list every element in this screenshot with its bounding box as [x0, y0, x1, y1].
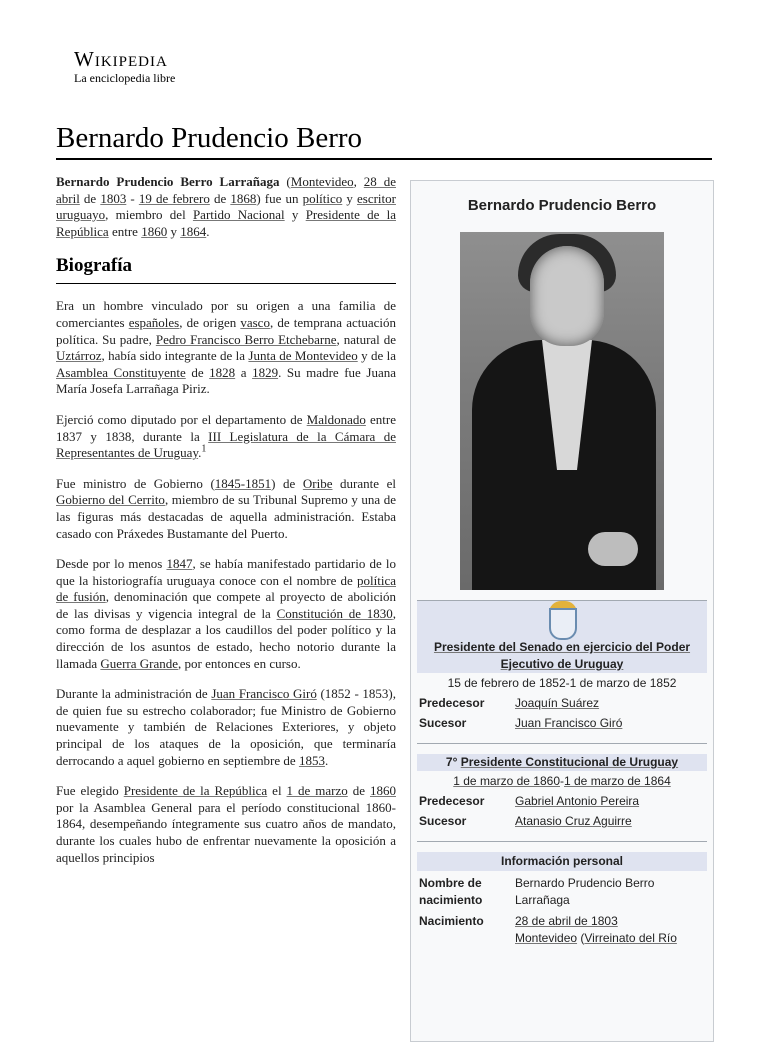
- successor-label: Sucesor: [419, 814, 467, 828]
- divider: [417, 841, 707, 842]
- text: , miembro del: [105, 207, 193, 223]
- link-montevideo[interactable]: Montevideo: [290, 174, 354, 189]
- text: a: [235, 364, 253, 380]
- reference-link[interactable]: 1: [201, 443, 207, 455]
- birth-name-value: Bernardo Prudencio Berro Larrañaga: [515, 876, 655, 907]
- birth-name-row: [417, 875, 707, 909]
- successor-link[interactable]: Juan Francisco Giró: [515, 716, 623, 730]
- text: el: [267, 783, 287, 799]
- link-year[interactable]: 1828: [209, 364, 236, 380]
- link-politica-fusion[interactable]: política de fusión: [56, 572, 396, 605]
- office2-start[interactable]: 1 de marzo de 1860: [453, 774, 560, 788]
- paragraph: [56, 556, 396, 672]
- link-escritor[interactable]: escritor: [356, 190, 396, 206]
- successor-label: Sucesor: [419, 716, 467, 730]
- predecessor-link[interactable]: Gabriel Antonio Pereira: [515, 794, 640, 808]
- text: , de temprana actuación política. Su padre,: [56, 314, 397, 347]
- paragraph: [56, 783, 396, 866]
- link-date[interactable]: 1 de marzo: [286, 783, 348, 799]
- link-partido-nacional[interactable]: Partido Nacional: [192, 207, 285, 223]
- photo-figure-head: [530, 246, 604, 346]
- birth-row: [417, 913, 707, 947]
- text: . Su madre fue Juana María Josefa Larrañaga Piriz.: [56, 364, 396, 397]
- text: , natural de: [336, 331, 396, 347]
- logo-wordmark: Wikipedia: [74, 47, 168, 71]
- link-date[interactable]: 19 de febrero: [138, 190, 210, 206]
- text: Fue ministro de Gobierno (: [56, 475, 215, 491]
- text: .: [324, 752, 329, 768]
- birth-name-label: Nombre de nacimiento: [419, 876, 483, 907]
- link-maldonado[interactable]: Maldonado: [306, 411, 366, 427]
- office1-title[interactable]: Presidente del Senado en ejercicio del Poder Ejecutivo de Uruguay: [433, 640, 691, 671]
- link-year[interactable]: 1868: [230, 190, 257, 206]
- text: (1852 - 1853), de quien fue su estrecho colaborador; fue Ministro de Gobierno nuevamente y también de Relaciones Exteriores, y objeto principal de los ataques de la oposición, que terminaría derrocando a aquel gobierno en septiembre de: [56, 686, 396, 768]
- text: , se había manifestado partidario de lo que la historiografía uruguaya conoce con el nombre de: [56, 556, 396, 588]
- office1-predecessor-row: [417, 693, 707, 713]
- shield-icon: [549, 608, 577, 640]
- text: y: [284, 207, 306, 223]
- wikipedia-logo[interactable]: [74, 48, 175, 85]
- link-year[interactable]: 1853: [298, 752, 325, 768]
- text: Durante la administración de: [56, 686, 212, 702]
- link-legislatura[interactable]: III Legislatura de la Cámara de Representantes de Uruguay: [56, 428, 396, 461]
- link-espanoles[interactable]: españoles: [128, 314, 180, 330]
- link-year[interactable]: 1860: [369, 783, 396, 799]
- link-oribe[interactable]: Oribe: [302, 475, 333, 491]
- paragraph: [56, 476, 396, 542]
- text: durante el: [332, 475, 396, 491]
- paragraph: [56, 412, 396, 462]
- text: de: [347, 783, 370, 799]
- text: de: [185, 364, 210, 380]
- predecessor-link[interactable]: Joaquín Suárez: [515, 696, 600, 710]
- paragraph: [56, 298, 396, 398]
- logo-tagline: La enciclopedia libre: [74, 71, 176, 85]
- birth-label: Nacimiento: [419, 914, 484, 928]
- text: entre: [108, 223, 142, 239]
- text: ) de: [271, 475, 303, 491]
- text: entre 1837 y 1838, durante la: [56, 411, 397, 444]
- office1-end: 1 de marzo de 1852: [569, 676, 677, 690]
- predecessor-label: Predecesor: [419, 794, 485, 808]
- photo-figure-hand: [588, 532, 638, 566]
- link-presidente[interactable]: Presidente de la República: [56, 207, 396, 239]
- text: , denominación que compete al proyecto de abolición de las divisas y vigencia integral de la: [56, 589, 396, 621]
- text: , por entonces en curso.: [178, 655, 301, 671]
- text: , de origen: [179, 314, 241, 330]
- link-years[interactable]: 1845-1851: [214, 475, 272, 491]
- link-year[interactable]: 1829: [252, 364, 279, 380]
- text: ) fue un: [256, 190, 303, 206]
- text: Desde por lo menos: [56, 556, 167, 572]
- office2-successor-row: [417, 811, 707, 831]
- text: ,: [353, 174, 364, 189]
- office1-dates: 15 de febrero de 1852-1 de marzo de 1852: [447, 676, 677, 690]
- divider: [417, 743, 707, 744]
- birth-place-link[interactable]: Montevideo: [515, 931, 578, 945]
- birth-date-link[interactable]: 28 de abril de 1803: [515, 914, 618, 928]
- link-uruguayo[interactable]: uruguayo: [56, 207, 106, 223]
- text: , miembro de su Tribunal Supremo y una de las figuras más destacadas de aquella administración. Estaba casado con Práxedes Bustamante del Puerto.: [56, 492, 396, 541]
- office1-start: 15 de febrero de 1852: [447, 676, 566, 690]
- paragraph: [56, 686, 396, 769]
- link-vasco[interactable]: vasco: [240, 314, 270, 330]
- link-year[interactable]: 1803: [100, 190, 127, 206]
- link-year[interactable]: 1860: [141, 223, 168, 239]
- link-year[interactable]: 1847: [166, 556, 193, 572]
- link-constitucion-1830[interactable]: Constitución de 1830: [276, 605, 393, 621]
- intro-paragraph: [56, 174, 396, 240]
- link-date[interactable]: 28 de abril: [56, 174, 396, 206]
- text: Fue elegido: [56, 783, 124, 799]
- office1-header: [417, 601, 707, 673]
- coat-of-arms-icon[interactable]: [417, 605, 707, 639]
- successor-link[interactable]: Atanasio Cruz Aguirre: [515, 814, 632, 828]
- office2-prefix: 7°: [445, 755, 461, 769]
- text: (: [279, 174, 291, 189]
- link-politico[interactable]: político: [302, 190, 343, 206]
- text: Era un hombre vinculado por su origen a una familia de comerciantes: [56, 298, 396, 330]
- text: y: [167, 223, 181, 239]
- text: de: [209, 190, 231, 206]
- text: (: [577, 931, 585, 945]
- text: -: [126, 190, 139, 206]
- article-body: [56, 174, 396, 880]
- section-heading-biografia: Biografía: [56, 254, 396, 284]
- text: , había sido integrante de la: [101, 348, 249, 364]
- office1-successor-row: [417, 713, 707, 733]
- office2-end[interactable]: 1 de marzo de 1864: [564, 774, 671, 788]
- text: por la Asamblea General para el período constitucional 1860-1864, desempeñando íntegramente sus cuatro años de mandato, durante los cuales hubo de enfrentar nuevamente la oposición a aquellos principios: [56, 799, 396, 865]
- link-juan-francisco-giro[interactable]: Juan Francisco Giró: [211, 686, 317, 702]
- text: y: [342, 190, 357, 206]
- infobox-title: Bernardo Prudencio Berro: [467, 197, 657, 214]
- predecessor-label: Predecesor: [419, 696, 485, 710]
- link-uztarroz[interactable]: Uztárroz: [56, 348, 102, 364]
- office2-title[interactable]: Presidente Constitucional de Uruguay: [460, 755, 679, 769]
- link-guerra-grande[interactable]: Guerra Grande: [100, 655, 178, 671]
- link-pedro-francisco-berro[interactable]: Pedro Francisco Berro Etchebarne: [155, 331, 337, 347]
- link-presidente[interactable]: Presidente de la República: [123, 783, 268, 799]
- portrait-photo[interactable]: [460, 232, 664, 590]
- link-gobierno-cerrito[interactable]: Gobierno del Cerrito: [56, 492, 165, 508]
- link-junta-montevideo[interactable]: Junta de Montevideo: [248, 348, 358, 364]
- office2-header: [417, 754, 707, 771]
- text: , como forma de desplazar a los caudillos del poder político y la dirección de los asuntos de estado, hecho notorio durante la llamada: [56, 605, 397, 671]
- text: y de la: [357, 348, 396, 364]
- subject-name: Bernardo Prudencio Berro Larrañaga: [56, 174, 280, 189]
- office2-dates: 1 de marzo de 1860-1 de marzo de 1864: [453, 774, 671, 788]
- text: .: [198, 445, 202, 461]
- text: Ejerció como diputado por el departamento de: [56, 411, 307, 427]
- page-title: Bernardo Prudencio Berro: [56, 120, 712, 160]
- link-asamblea-constituyente[interactable]: Asamblea Constituyente: [56, 364, 186, 380]
- text: de: [79, 190, 101, 206]
- text: .: [206, 223, 210, 239]
- infobox: [410, 180, 714, 1042]
- link-year[interactable]: 1864: [180, 223, 207, 239]
- personal-info-header: Información personal: [417, 852, 707, 871]
- birth-place-extra-link[interactable]: Virreinato del Río: [584, 931, 677, 945]
- office2-predecessor-row: [417, 791, 707, 811]
